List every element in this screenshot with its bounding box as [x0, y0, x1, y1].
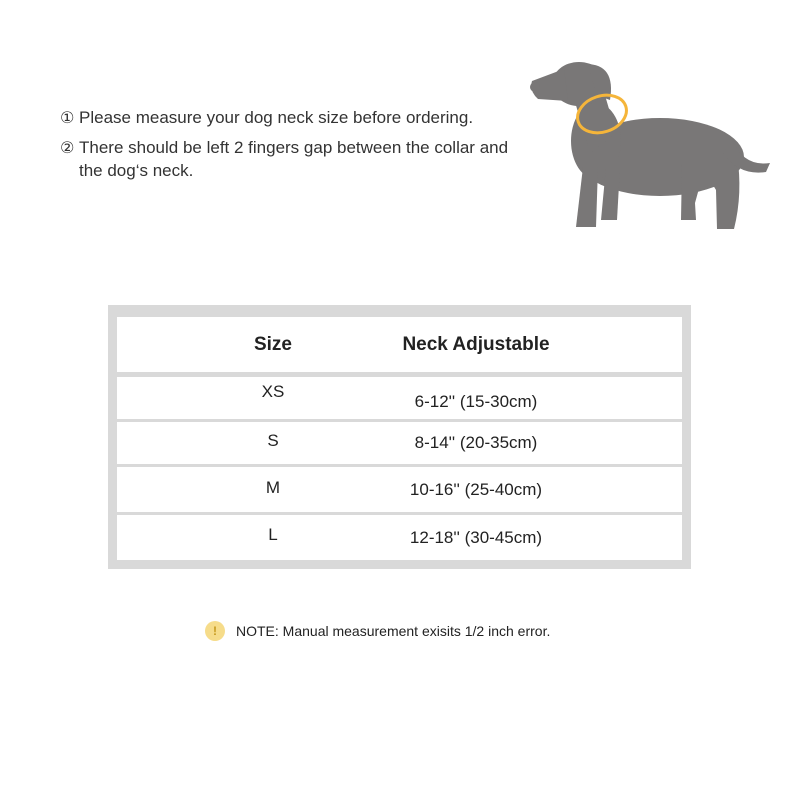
neck-cell: 8-14'' (20-35cm) — [414, 433, 538, 452]
note-text: NOTE: Manual measurement exisits 1/2 inch error. — [236, 623, 551, 639]
column-header-neck: Neck Adjustable — [402, 333, 550, 355]
neck-cell: 12-18'' (30-45cm) — [409, 527, 543, 547]
size-cell: S — [267, 431, 279, 450]
column-header-size: Size — [253, 333, 293, 355]
measurement-note — [205, 621, 550, 641]
size-chart — [108, 305, 691, 569]
instruction-text: Please measure your dog neck size before ordering. — [79, 108, 474, 127]
size-cell: XS — [261, 382, 285, 401]
instruction-item-1 — [60, 106, 530, 129]
table-row — [117, 422, 682, 464]
instruction-text: There should be left 2 fingers gap between the collar and the dog‘s neck. — [79, 138, 509, 180]
table-header-row — [117, 317, 682, 372]
instruction-marker: ② — [60, 138, 75, 157]
measurement-instructions — [60, 106, 530, 189]
dog-with-collar-icon — [530, 55, 770, 235]
table-row — [117, 377, 682, 419]
neck-cell: 10-16'' (25-40cm) — [409, 479, 543, 499]
table-row — [117, 515, 682, 560]
instruction-item-2 — [60, 136, 530, 182]
table-row — [117, 467, 682, 512]
warning-icon: ! — [205, 621, 225, 641]
size-cell: L — [268, 524, 278, 544]
instruction-marker: ① — [60, 108, 75, 127]
size-cell: M — [265, 477, 281, 497]
neck-cell: 6-12'' (15-30cm) — [414, 392, 538, 411]
